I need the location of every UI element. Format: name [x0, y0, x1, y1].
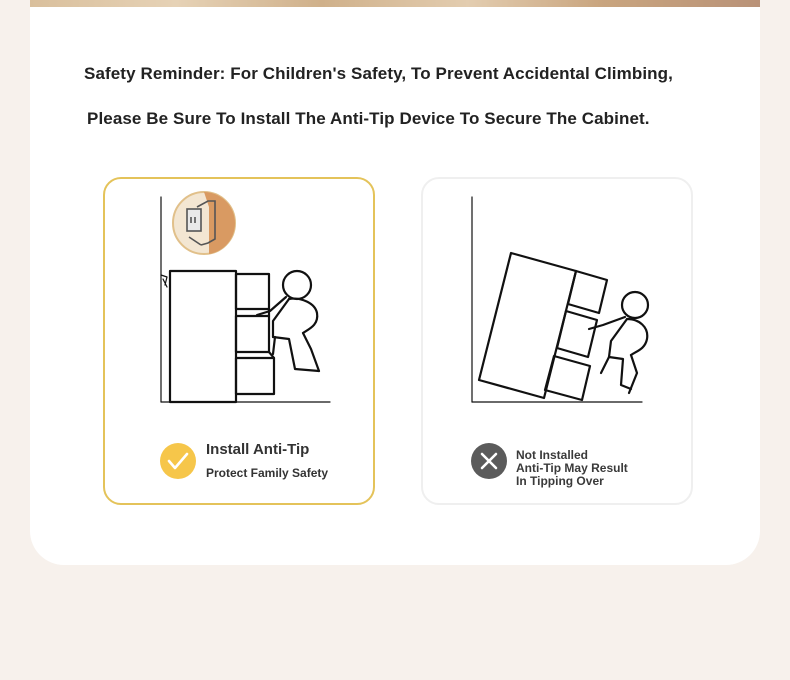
- not-installed-title: Not Installed: [516, 448, 589, 462]
- not-installed-line-3: In Tipping Over: [516, 474, 604, 488]
- safety-reminder-line-2: Please Be Sure To Install The Anti-Tip Device To Secure The Cabinet.: [87, 109, 650, 128]
- safety-card: [30, 7, 760, 565]
- installed-panel: [103, 177, 375, 505]
- not-installed-panel: [421, 177, 693, 505]
- installed-title: Install Anti-Tip: [206, 441, 310, 458]
- check-icon: [160, 443, 196, 479]
- anti-tip-installed-illustration: [105, 179, 377, 419]
- cabinet-tipping-illustration: [423, 179, 695, 419]
- close-icon: [471, 443, 507, 479]
- wood-texture-banner: [30, 0, 760, 7]
- not-installed-line-2: Anti-Tip May Result: [516, 461, 628, 475]
- not-installed-warning: [516, 449, 628, 488]
- safety-reminder-line-1: Safety Reminder: For Children's Safety, To Prevent Accidental Climbing,: [84, 64, 673, 83]
- installed-subtitle: Protect Family Safety: [206, 466, 329, 480]
